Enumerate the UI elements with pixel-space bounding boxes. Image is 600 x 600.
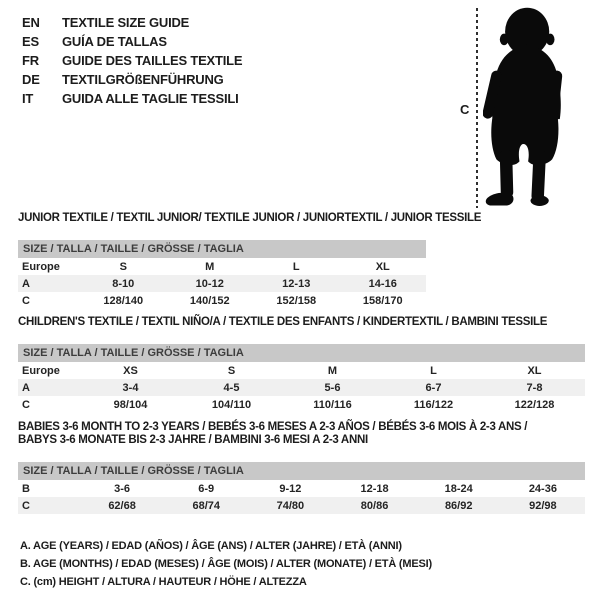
size-value: 6-9 (198, 482, 215, 495)
size-value: 68/74 (192, 499, 220, 512)
table-row (18, 379, 585, 396)
size-grid (18, 362, 585, 413)
size-value: 24-36 (528, 482, 557, 495)
size-value: XL (527, 364, 542, 377)
baby-silhouette-icon (483, 4, 579, 214)
size-value: 12-13 (282, 277, 311, 290)
size-grid (18, 480, 585, 514)
language-row (22, 13, 242, 32)
size-value: 104/110 (211, 398, 252, 411)
table-row (18, 275, 426, 292)
row-label: Europe (22, 364, 60, 377)
size-value: 14-16 (368, 277, 397, 290)
footnote: C. (cm) HEIGHT / ALTURA / HAUTEUR / HÖHE / ALTEZZA (20, 576, 307, 588)
size-value: 6-7 (425, 381, 442, 394)
size-value: 152/158 (276, 294, 317, 307)
size-value: 128/140 (103, 294, 144, 307)
size-header-bar: SIZE / TALLA / TAILLE / GRÖSSE / TAGLIA (18, 240, 426, 258)
size-value: 110/116 (313, 398, 352, 411)
size-header-bar: SIZE / TALLA / TAILLE / GRÖSSE / TAGLIA (18, 344, 585, 362)
size-table (18, 316, 585, 413)
language-label: TEXTILGRÖßENFÜHRUNG (62, 72, 224, 87)
size-grid (18, 258, 426, 309)
row-label: A (22, 277, 30, 290)
row-label: C (22, 499, 30, 512)
size-value: 116/122 (413, 398, 454, 411)
size-value: 140/152 (189, 294, 230, 307)
measurement-figure (450, 0, 600, 215)
table-title (18, 421, 585, 447)
size-value: S (227, 364, 236, 377)
row-label: C (22, 398, 30, 411)
size-value: L (430, 364, 437, 377)
footnote: B. AGE (MONTHS) / EDAD (MESES) / ÂGE (MOIS) / ALTER (MONATE) / ETÀ (MESI) (20, 558, 432, 570)
size-value: XS (123, 364, 138, 377)
language-label: TEXTILE SIZE GUIDE (62, 15, 190, 30)
size-value: M (327, 364, 338, 377)
size-value: 8-10 (112, 277, 135, 290)
row-label: A (22, 381, 30, 394)
language-code: FR (22, 53, 39, 68)
size-value: S (119, 260, 127, 273)
size-value: 98/104 (113, 398, 148, 411)
size-header-bar: SIZE / TALLA / TAILLE / GRÖSSE / TAGLIA (18, 462, 585, 480)
table-row (18, 497, 585, 514)
language-label: GUIDA ALLE TAGLIE TESSILI (62, 91, 239, 106)
size-value: M (205, 260, 215, 273)
language-row (22, 51, 242, 70)
row-label: Europe (22, 260, 60, 273)
row-label: B (22, 482, 30, 495)
size-value: 3-4 (122, 381, 139, 394)
table-row (18, 480, 585, 497)
size-value: 3-6 (114, 482, 131, 495)
size-value: 80/86 (360, 499, 389, 512)
size-value: 158/170 (362, 294, 403, 307)
table-row (18, 292, 426, 309)
row-label: C (22, 294, 30, 307)
footnotes (20, 537, 432, 591)
size-value: 74/80 (276, 499, 305, 512)
table-title-line: CHILDREN'S TEXTILE / TEXTIL NIÑO/A / TEXTILE DES ENFANTS / KINDERTEXTIL / BAMBINI TESSILE (18, 316, 548, 328)
footnote: A. AGE (YEARS) / EDAD (AÑOS) / ÂGE (ANS) / ALTER (JAHRE) / ETÀ (ANNI) (20, 540, 402, 552)
language-code: EN (22, 15, 40, 30)
language-row (22, 89, 242, 108)
table-title-line: JUNIOR TEXTILE / TEXTIL JUNIOR/ TEXTILE JUNIOR / JUNIORTEXTIL / JUNIOR TESSILE (18, 212, 482, 224)
size-value: 86/92 (444, 499, 473, 512)
language-label: GUÍA DE TALLAS (62, 34, 167, 49)
size-value: 122/128 (514, 398, 555, 411)
size-value: 18-24 (444, 482, 473, 495)
table-title (18, 316, 585, 329)
size-value: XL (375, 260, 390, 273)
language-code: ES (22, 34, 39, 49)
language-label: GUIDE DES TAILLES TEXTILE (62, 53, 243, 68)
table-row (18, 258, 426, 275)
size-value: 7-8 (526, 381, 543, 394)
table-title-line: BABYS 3-6 MONATE BIS 2-3 JAHRE / BAMBINI 3-6 MESI A 2-3 ANNI (18, 434, 368, 446)
size-value: L (292, 260, 300, 273)
language-row (22, 32, 242, 51)
height-measure-dashed-line (476, 8, 478, 208)
size-value: 12-18 (360, 482, 389, 495)
size-value: 5-6 (324, 381, 341, 394)
table-title (18, 212, 482, 225)
table-row (18, 362, 585, 379)
size-table (18, 212, 482, 309)
size-value: 4-5 (223, 381, 240, 394)
size-table (18, 421, 585, 514)
language-code: IT (22, 91, 34, 106)
size-value: 62/68 (108, 499, 136, 512)
size-value: 10-12 (195, 277, 224, 290)
table-title-line: BABIES 3-6 MONTH TO 2-3 YEARS / BEBÉS 3-6 MESES A 2-3 AÑOS / BÉBÉS 3-6 MOIS À 2-3 ANS / (18, 421, 528, 433)
size-value: 92/98 (529, 499, 557, 512)
table-row (18, 396, 585, 413)
language-code: DE (22, 72, 40, 87)
measure-c-label: C (460, 102, 470, 117)
language-row (22, 70, 242, 89)
language-list (22, 13, 242, 108)
size-value: 9-12 (279, 482, 302, 495)
